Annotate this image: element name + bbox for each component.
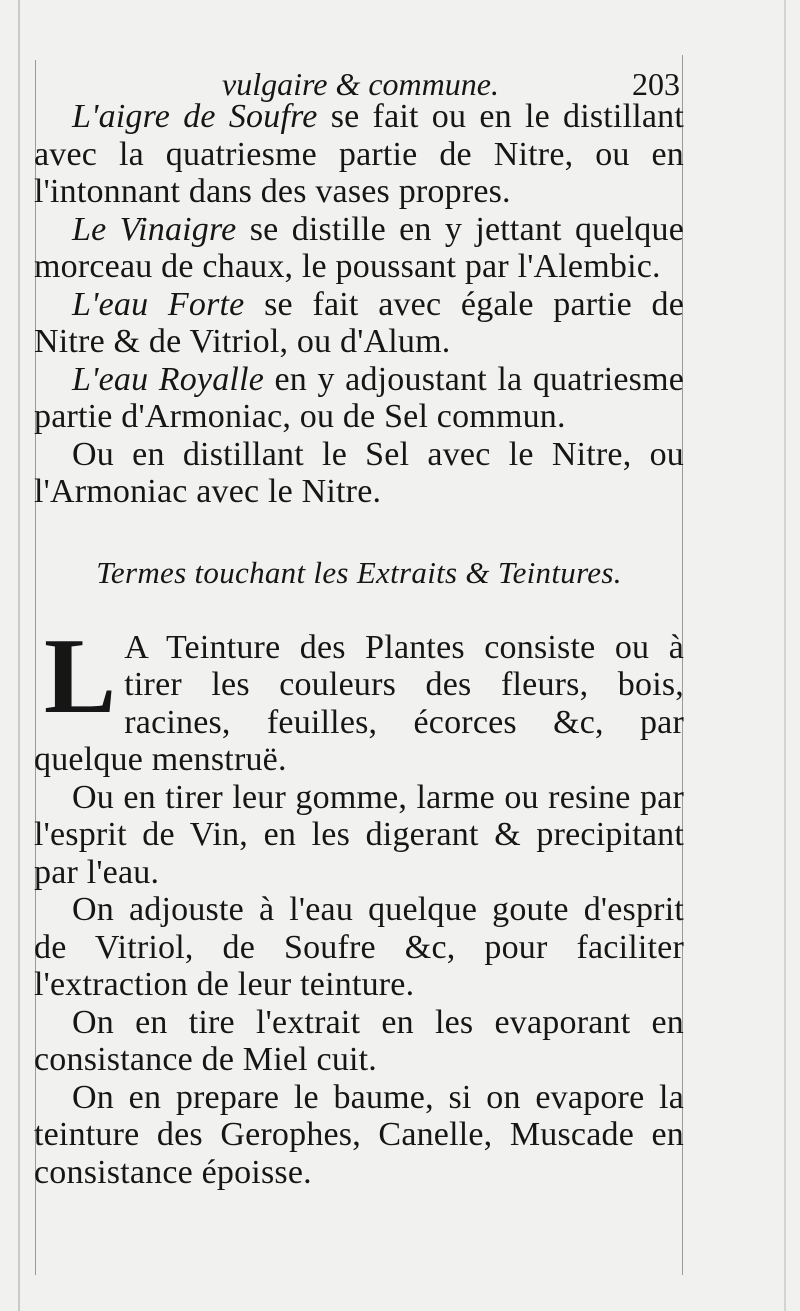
book-page [34, 58, 684, 1191]
paragraph: Ou en tirer leur gomme, larme ou resine par l'esprit de Vin, en les digerant & precipitant par l'eau. [34, 778, 684, 891]
paragraph-text: se fait avec égale partie de Nitre & de Vitriol, ou d'Alum. [34, 285, 684, 360]
scan-edge-right [784, 0, 786, 1311]
paragraph [34, 211, 684, 286]
paragraph-text: se distille en y jettant quelque morceau de chaux, le poussant par l'Alembic. [34, 210, 684, 285]
paragraph [34, 436, 684, 511]
section-title: Termes touchant les Extraits & Teintures. [96, 554, 622, 590]
paragraph: On adjouste à l'eau quelque goute d'esprit de Vitriol, de Soufre &c, pour faciliter l'extraction de leur teinture. [34, 891, 684, 1003]
paragraph [34, 98, 684, 211]
paragraph-text: en y adjoustant la quatriesme partie d'Armoniac, ou de Sel commun. [34, 360, 685, 435]
running-title: vulgaire & commune. [222, 66, 499, 102]
paragraph: On en tire l'extrait en les evaporant en consistance de Miel cuit. [34, 1003, 684, 1078]
term: Le Vinaigre [72, 210, 237, 248]
running-head [34, 58, 684, 102]
paragraph: On en prepare le baume, si on evapore la teinture des Gerophes, Canelle, Muscade en consistance époisse. [34, 1078, 684, 1191]
term: L'eau Forte [72, 285, 245, 323]
paragraph [34, 361, 684, 436]
paragraph-text: Ou en distillant le Sel avec le Nitre, ou l'Armoniac avec le Nitre. [34, 435, 684, 510]
scan-edge-left [18, 0, 20, 1311]
paragraph [34, 286, 684, 361]
section-first-paragraph [34, 616, 684, 779]
drop-cap: L [44, 616, 117, 736]
term: L'eau Royalle [72, 360, 265, 398]
paragraph-text: A Teinture des Plantes consiste ou à tirer les couleurs des fleurs, bois, racines, feuilles, écorces &c, par quelque menstruë. [34, 628, 684, 778]
paragraph-text: se fait ou en le distillant avec la quatriesme partie de Nitre, ou en l'intonnant dans des vases propres. [34, 98, 685, 210]
term: L'aigre de Soufre [72, 98, 318, 135]
page-number: 203 [632, 66, 680, 102]
